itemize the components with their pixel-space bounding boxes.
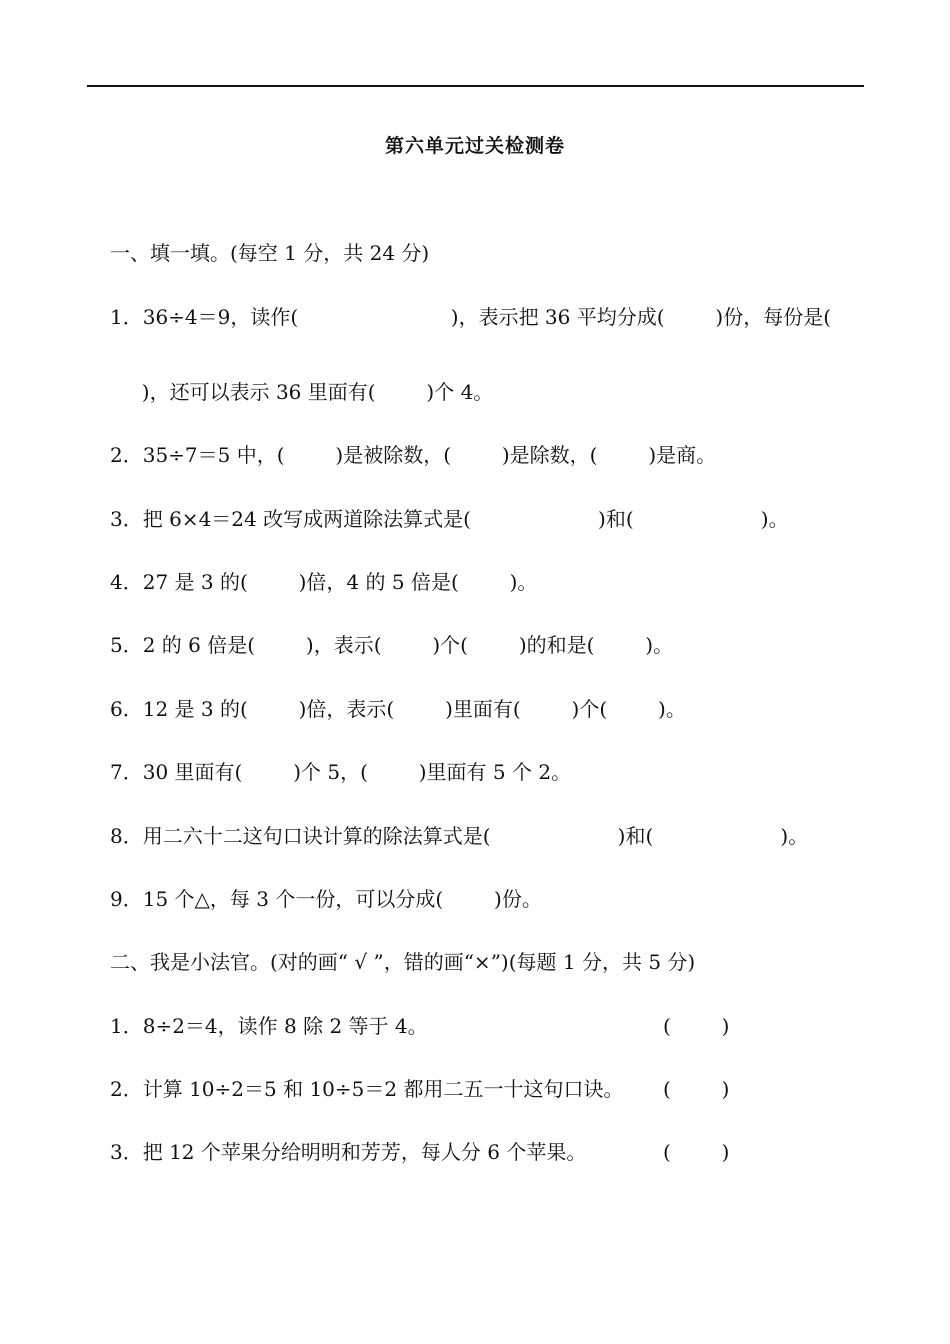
- question-3: 3．把 6×4＝24 改写成两道除法算式是( )和( )。: [110, 507, 789, 531]
- judge-item-3: 3．把 12 个苹果分给明明和芳芳，每人分 6 个苹果。: [110, 1140, 587, 1164]
- question-5: 5．2 的 6 倍是( )，表示( )个( )的和是( )。: [110, 633, 674, 657]
- header-rule: [87, 85, 864, 87]
- section-2-heading: 二、我是小法官。(对的画“ √ ”，错的画“×”)(每题 1 分，共 5 分): [110, 950, 696, 974]
- judge-item-2-answer-box[interactable]: ( ): [663, 1077, 730, 1101]
- question-2: 2．35÷7＝5 中，( )是被除数，( )是除数，( )是商。: [110, 443, 717, 467]
- section-1-heading: 一、填一填。(每空 1 分，共 24 分): [110, 241, 430, 265]
- question-9: 9．15 个△，每 3 个一份，可以分成( )份。: [110, 887, 542, 911]
- judge-item-1: 1．8÷2＝4，读作 8 除 2 等于 4。: [110, 1014, 428, 1038]
- judge-item-2: 2．计算 10÷2＝5 和 10÷5＝2 都用二五一十这句口诀。: [110, 1077, 624, 1101]
- question-8: 8．用二六十二这句口诀计算的除法算式是( )和( )。: [110, 824, 809, 848]
- question-4: 4．27 是 3 的( )倍，4 的 5 倍是( )。: [110, 570, 538, 594]
- page-title: 第六单元过关检测卷: [384, 135, 565, 157]
- question-1-line-2: )，还可以表示 36 里面有( )个 4。: [110, 380, 494, 404]
- judge-item-3-answer-box[interactable]: ( ): [663, 1140, 730, 1164]
- question-7: 7．30 里面有( )个 5，( )里面有 5 个 2。: [110, 760, 572, 784]
- question-1-line-1: 1．36÷4＝9，读作( )，表示把 36 平均分成( )份，每份是(: [110, 305, 831, 329]
- question-6: 6．12 是 3 的( )倍，表示( )里面有( )个( )。: [110, 697, 686, 721]
- judge-item-1-answer-box[interactable]: ( ): [663, 1014, 730, 1038]
